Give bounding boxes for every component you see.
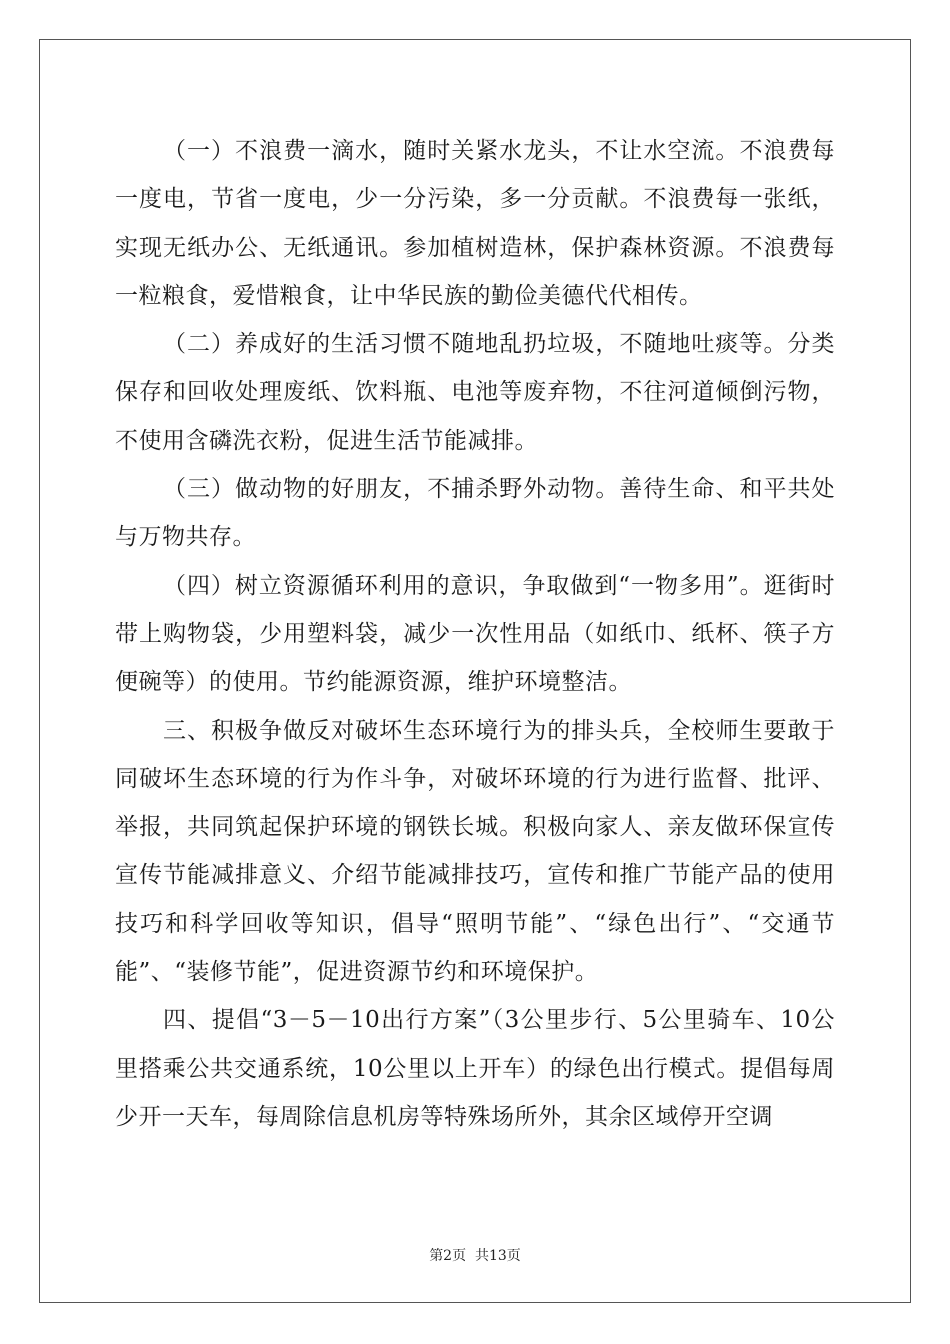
paragraph-4: （四）树立资源循环利用的意识，争取做到“一物多用”。逛街时带上购物袋，少用塑料袋，减少一次性用品（如纸巾、纸杯、筷子方便碗等）的使用。节约能源资源，维护环境整洁。 (115, 572, 835, 696)
page-footer: 第2页 共13页 (429, 1248, 521, 1264)
paragraph-6: 四、提倡“3－5－10出行方案”（3公里步行、5公里骑车、10公里搭乘公共交通系统，10公里以上开车）的绿色出行模式。提倡每周少开一天车，每周除信息机房等特殊场所外，其余区域停开空调 (115, 1007, 835, 1130)
paragraph-5: 三、积极争做反对破坏生态环境行为的排头兵，全校师生要敢于同破坏生态环境的行为作斗争，对破坏环境的行为进行监督、批评、举报，共同筑起保护环境的钢铁长城。积极向家人、亲友做环保宣传宣传节能减排意义、介绍节能减排技巧，宣传和推广节能产品的使用技巧和科学回收等知识，倡导“照明节能”、“绿色出行”、“交通节能”、“装修节能”，促进资源节约和环境保护。 (115, 717, 835, 986)
paragraph-2: （二）养成好的生活习惯不随地乱扔垃圾，不随地吐痰等。分类保存和回收处理废纸、饮料瓶、电池等废弃物，不往河道倾倒污物，不使用含磷洗衣粉，促进生活节能减排。 (115, 331, 835, 454)
paragraph-1: （一）不浪费一滴水，随时关紧水龙头，不让水空流。不浪费每一度电，节省一度电，少一分污染，多一分贡献。不浪费每一张纸，实现无纸办公、无纸通讯。参加植树造林，保护森林资源。不浪费每一粒粮食，爱惜粮食，让中华民族的勤俭美德代代相传。 (115, 138, 835, 309)
document-body (115, 127, 835, 1141)
paragraph-3: （三）做动物的好朋友，不捕杀野外动物。善待生命、和平共处与万物共存。 (115, 476, 835, 551)
